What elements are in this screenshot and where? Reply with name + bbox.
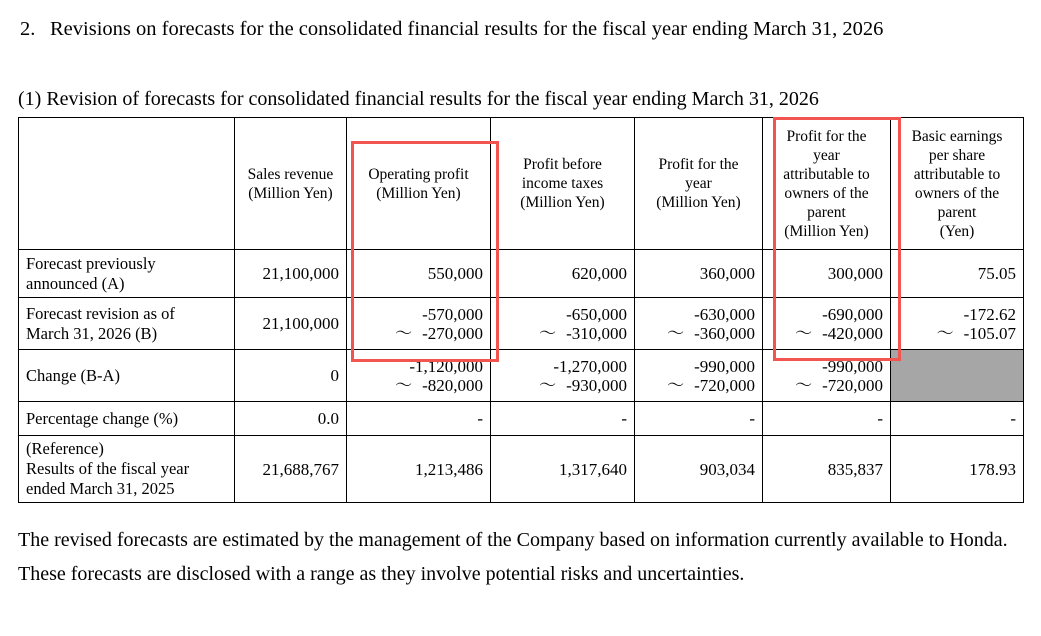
header-profit-owners-of-parent	[763, 118, 891, 250]
table-header-row	[19, 118, 1024, 250]
row-label-forecast-revision	[19, 298, 235, 350]
header-line: income taxes	[521, 175, 604, 192]
cell-sales-revenue: 21,688,767	[235, 436, 347, 503]
row-label-change	[19, 350, 235, 402]
section-heading	[20, 16, 1030, 42]
header-profit-before-income-taxes	[491, 118, 635, 250]
header-line: parent	[937, 203, 977, 221]
cell-profit-owners-of-parent: -	[763, 402, 891, 436]
range-bottom	[642, 376, 755, 395]
cell-profit-for-the-year	[635, 298, 763, 350]
range-bottom-value: -720,000	[694, 375, 755, 395]
cell-profit-for-the-year	[635, 350, 763, 402]
range-bottom-value: -310,000	[566, 323, 627, 343]
cell-sales-revenue: 0	[235, 350, 347, 402]
header-line: Basic earnings	[911, 127, 1003, 145]
table-row	[19, 350, 1024, 402]
header-line: year	[813, 146, 840, 164]
financial-forecast-table	[18, 117, 1024, 503]
range-bottom	[354, 376, 483, 395]
cell-profit-owners-of-parent	[763, 350, 891, 402]
cell-operating-profit	[347, 350, 491, 402]
range-bottom	[642, 324, 755, 343]
cell-profit-owners-of-parent: 835,837	[763, 436, 891, 503]
range-top: -1,270,000	[553, 356, 627, 376]
section-heading-text: Revisions on forecasts for the consolidated financial results for the fiscal year ending March 31, 2026	[50, 18, 884, 40]
range-bottom	[770, 376, 883, 395]
cell-sales-revenue: 0.0	[235, 402, 347, 436]
cell-profit-before-income-taxes: 1,317,640	[491, 436, 635, 503]
range-bottom-value: -270,000	[422, 323, 483, 343]
range-top: -990,000	[694, 356, 755, 376]
cell-basic-eps: -	[891, 402, 1024, 436]
header-line: attributable to	[913, 165, 1001, 183]
header-basic-earnings-per-share	[891, 118, 1024, 250]
header-line: year	[685, 175, 712, 192]
range-top: -172.62	[963, 304, 1016, 324]
header-line: Operating profit	[368, 165, 469, 183]
range-bottom-value: -420,000	[822, 323, 883, 343]
cell-profit-before-income-taxes	[491, 350, 635, 402]
row-label-percentage-change	[19, 402, 235, 436]
cell-operating-profit: 1,213,486	[347, 436, 491, 503]
range-top: -1,120,000	[409, 356, 483, 376]
cell-profit-before-income-taxes: -	[491, 402, 635, 436]
label-line: (Reference)	[26, 439, 104, 458]
label-line: Percentage change (%)	[26, 408, 179, 428]
header-line: Profit before	[523, 156, 602, 173]
range-separator: ～	[795, 375, 813, 395]
cell-basic-eps: 178.93	[891, 436, 1024, 503]
cell-operating-profit: -	[347, 402, 491, 436]
label-line: Forecast previously	[26, 253, 156, 273]
range-separator: ～	[795, 323, 813, 343]
range-separator: ～	[936, 323, 954, 343]
range-top: -630,000	[694, 304, 755, 324]
label-line: Forecast revision as of	[26, 303, 175, 323]
range-bottom-value: -820,000	[422, 375, 483, 395]
table-body	[19, 250, 1024, 503]
range-bottom-value: -105.07	[963, 323, 1016, 343]
table-row	[19, 250, 1024, 298]
table-footnote: The revised forecasts are estimated by the management of the Company based on information currently available to Honda. These forecasts are disclosed with a range as they involve potential risks and uncertainties.	[18, 529, 1008, 585]
row-label-forecast-previously-announced	[19, 250, 235, 298]
range-bottom	[498, 376, 627, 395]
cell-basic-eps	[891, 298, 1024, 350]
cell-sales-revenue: 21,100,000	[235, 250, 347, 298]
header-profit-for-the-year	[635, 118, 763, 250]
header-line: (Million Yen)	[784, 222, 869, 240]
range-separator: ～	[539, 323, 557, 343]
label-line: announced (A)	[26, 273, 125, 293]
cell-basic-eps-shaded	[891, 350, 1024, 402]
range-top: -570,000	[422, 304, 483, 324]
label-line: Change (B-A)	[26, 365, 120, 385]
subsection-heading: (1) Revision of forecasts for consolidated financial results for the fiscal year ending March 31, 2026	[18, 88, 819, 110]
cell-profit-for-the-year: -	[635, 402, 763, 436]
header-line: (Million Yen)	[656, 194, 741, 211]
label-line: March 31, 2026 (B)	[26, 323, 158, 343]
header-line: Profit for the	[658, 156, 739, 173]
header-operating-profit	[347, 118, 491, 250]
range-top: -650,000	[566, 304, 627, 324]
header-line: parent	[807, 203, 846, 221]
cell-profit-for-the-year: 903,034	[635, 436, 763, 503]
table-header	[19, 118, 1024, 250]
header-line: owners of the	[784, 184, 869, 202]
header-line: (Million Yen)	[248, 184, 333, 202]
header-line: (Million Yen)	[520, 194, 605, 211]
range-bottom	[498, 324, 627, 343]
cell-sales-revenue: 21,100,000	[235, 298, 347, 350]
range-separator: ～	[667, 375, 685, 395]
range-separator: ～	[395, 323, 413, 343]
range-separator: ～	[667, 323, 685, 343]
range-bottom	[770, 324, 883, 343]
range-top: -990,000	[822, 356, 883, 376]
header-blank-corner	[19, 118, 235, 250]
header-line: attributable to	[783, 165, 870, 183]
header-line: (Million Yen)	[376, 184, 461, 202]
range-top: -690,000	[822, 304, 883, 324]
range-separator: ～	[395, 375, 413, 395]
row-label-reference-results	[19, 436, 235, 503]
cell-profit-before-income-taxes: 620,000	[491, 250, 635, 298]
header-line: owners of the	[914, 184, 1000, 202]
range-bottom	[354, 324, 483, 343]
header-line: Sales revenue	[247, 165, 334, 183]
header-line: Profit for the	[786, 127, 867, 145]
header-line: (Yen)	[939, 222, 975, 240]
cell-profit-owners-of-parent	[763, 298, 891, 350]
cell-profit-for-the-year: 360,000	[635, 250, 763, 298]
label-line: ended March 31, 2025	[26, 479, 175, 498]
table-row	[19, 402, 1024, 436]
cell-operating-profit	[347, 298, 491, 350]
range-bottom-value: -720,000	[822, 375, 883, 395]
range-bottom-value: -360,000	[694, 323, 755, 343]
cell-profit-before-income-taxes	[491, 298, 635, 350]
table-row	[19, 298, 1024, 350]
range-bottom-value: -930,000	[566, 375, 627, 395]
range-bottom	[898, 324, 1016, 343]
cell-profit-owners-of-parent: 300,000	[763, 250, 891, 298]
range-separator: ～	[539, 375, 557, 395]
section-number: 2.	[20, 18, 36, 40]
label-line: Results of the fiscal year	[26, 459, 190, 478]
header-line: per share	[928, 146, 986, 164]
table-row	[19, 436, 1024, 503]
cell-basic-eps: 75.05	[891, 250, 1024, 298]
cell-operating-profit: 550,000	[347, 250, 491, 298]
header-sales-revenue	[235, 118, 347, 250]
